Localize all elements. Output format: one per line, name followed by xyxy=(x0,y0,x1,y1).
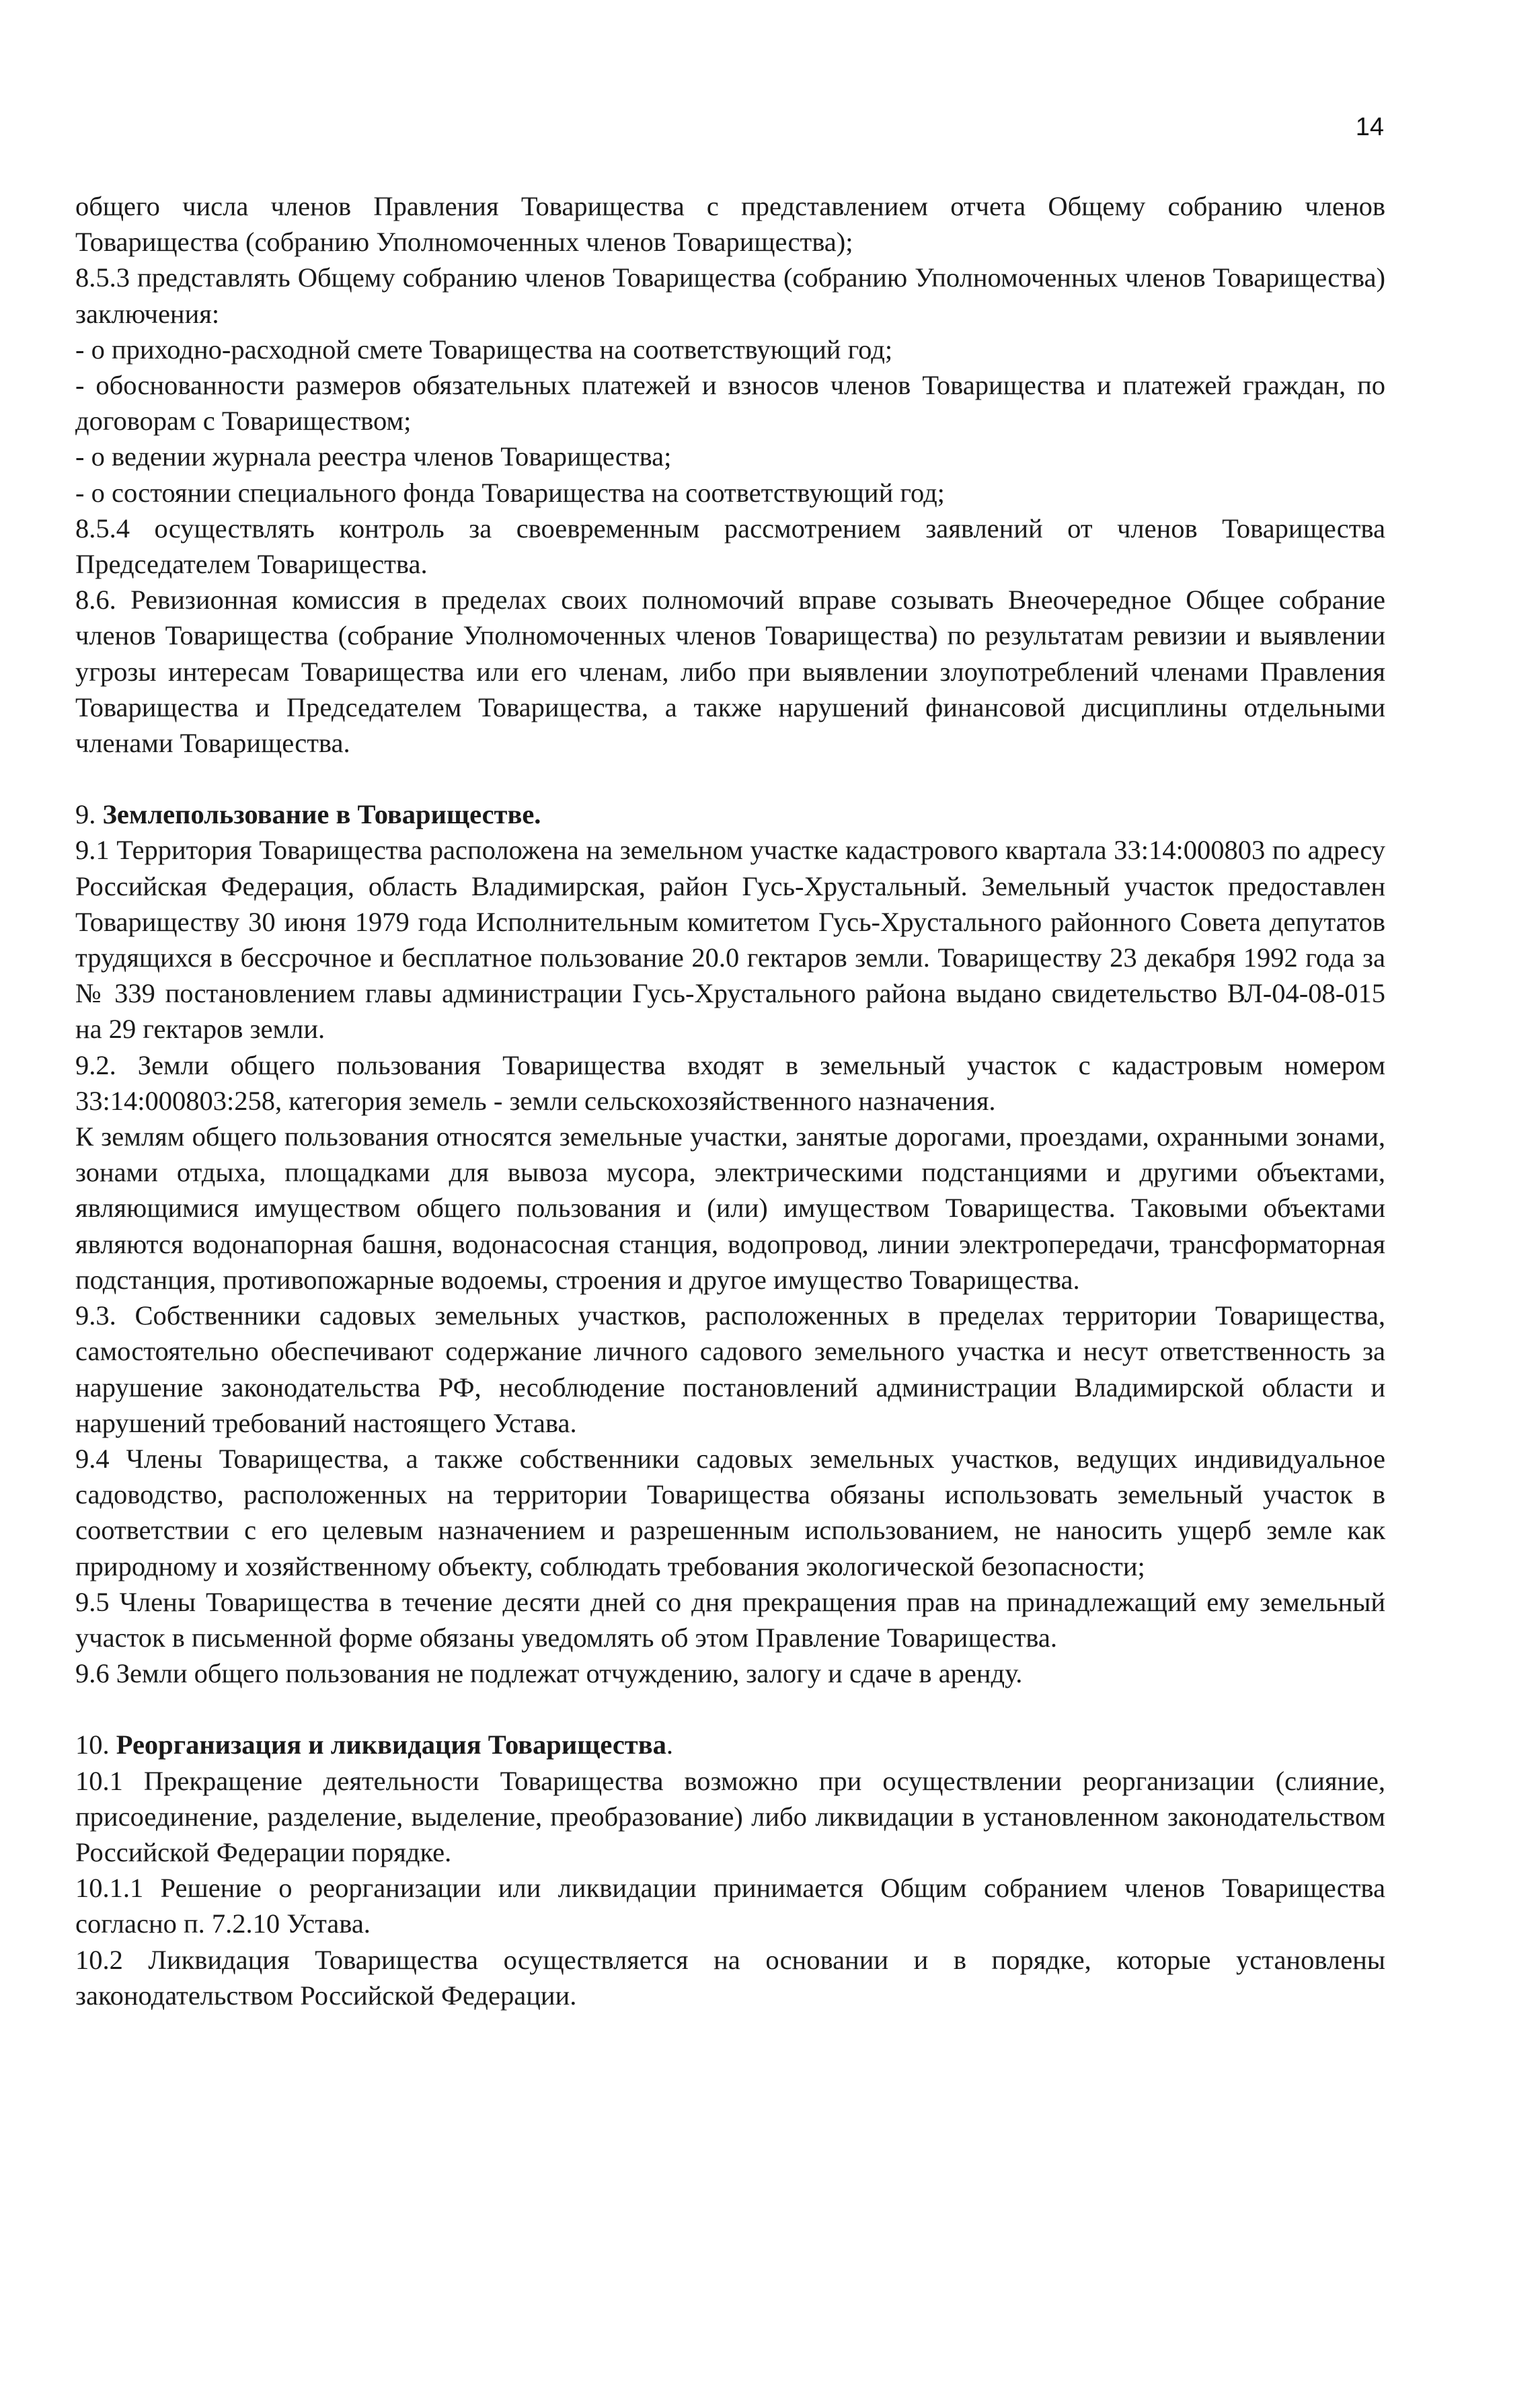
paragraph-9-2: 9.2. Земли общего пользования Товарищества входят в земельный участок с кадастровым номером 33:14:000803:258, категория земель - земли сельскохозяйственного назначения. xyxy=(75,1049,1385,1116)
paragraph-8-5-2-end: общего числа членов Правления Товарищества с представлением отчета Общему собранию членов Товарищества (собранию Уполномоченных членов Товарищества); xyxy=(75,191,1385,258)
paragraph-10-1: 10.1 Прекращение деятельности Товарищества возможно при осуществлении реорганизации (слияние, присоединение, разделение, выделение, преобразование) либо ликвидации в установленном законодательством Российской Федерации порядке. xyxy=(75,1765,1385,1867)
section-9-title: Землепользование в Товариществе. xyxy=(102,799,541,830)
section-gap xyxy=(75,1691,1385,1727)
paragraph-9-5: 9.5 Члены Товарищества в течение десяти дней со дня прекращения прав на принадлежащий ему земельный участок в письменной форме обязаны уведомлять об этом Правление Товарищества. xyxy=(75,1586,1385,1653)
list-item-estimate: - о приходно-расходной смете Товарищества на соответствующий год; xyxy=(75,334,893,365)
section-10-heading xyxy=(75,1727,1385,1762)
section-9-heading xyxy=(75,796,1385,832)
list-item-registry: - о ведении журнала реестра членов Товарищества; xyxy=(75,441,672,472)
paragraph-8-6: 8.6. Ревизионная комиссия в пределах своих полномочий вправе созывать Внеочередное Общее собрание членов Товарищества (собрание Уполномоченных членов Товарищества) по результатам ревизии и выявлении угрозы интересам Товарищества или его членам, либо при выявлении злоупотреблений членами Правления Товарищества и Председателем Товарищества, а также нарушений финансовой дисциплины отдельными членами Товарищества. xyxy=(75,585,1385,759)
list-item-special-fund: - о состоянии специального фонда Товарищества на соответствующий год; xyxy=(75,477,945,508)
paragraph-common-lands: К землям общего пользования относятся земельные участки, занятые дорогами, проездами, охранными зонами, зонами отдыха, площадками для вывоза мусора, электрическими подстанциями и другими объектами, являющимися имуществом общего пользования и (или) имуществом Товарищества. Таковыми объектами являются водонапорная башня, водонасосная станция, водопровод, линии электропередачи, трансформаторная подстанция, противопожарные водоемы, строения и другое имущество Товарищества. xyxy=(75,1121,1385,1295)
paragraph-9-1: 9.1 Территория Товарищества расположена на земельном участке кадастрового квартала 33:14:000803 по адресу Российская Федерация, область Владимирская, район Гусь-Хрустальный. Земельный участок предоставлен Товариществу 30 июня 1979 года Исполнительным комитетом Гусь-Хрустального районного Совета депутатов трудящихся в бессрочное и бесплатное пользование 20.0 гектаров земли. Товариществу 23 декабря 1992 года за № 339 постановлением главы администрации Гусь-Хрустального района выдано свидетельство ВЛ-04-08-015 на 29 гектаров земли. xyxy=(75,835,1385,1045)
document-body xyxy=(75,188,1385,2013)
section-10-number: 10. xyxy=(75,1729,110,1760)
list-item-payments: - обоснованности размеров обязательных платежей и взносов членов Товарищества и платежей граждан, по договорам с Товариществом; xyxy=(75,370,1385,437)
section-gap xyxy=(75,761,1385,796)
section-9-number: 9. xyxy=(75,799,96,830)
paragraph-10-2: 10.2 Ликвидация Товарищества осуществляется на основании и в порядке, которые установлены законодательством Российской Федерации. xyxy=(75,1944,1385,2011)
section-10-title: Реорганизация и ликвидация Товарищества xyxy=(116,1729,666,1760)
paragraph-8-5-4: 8.5.4 осуществлять контроль за своевременным рассмотрением заявлений от членов Товарищества Председателем Товарищества. xyxy=(75,513,1385,580)
paragraph-10-1-1: 10.1.1 Решение о реорганизации или ликвидации принимается Общим собранием членов Товарищества согласно п. 7.2.10 Устава. xyxy=(75,1873,1385,1939)
page-number: 14 xyxy=(1355,113,1384,141)
paragraph-9-4: 9.4 Члены Товарищества, а также собственники садовых земельных участков, ведущих индивидуальное садоводство, расположенных на территории Товарищества обязаны использовать земельный участок в соответствии с его целевым назначением и разрешенным использованием, не наносить ущерб земле как природному и хозяйственному объекту, соблюдать требования экологической безопасности; xyxy=(75,1443,1385,1581)
paragraph-9-6: 9.6 Земли общего пользования не подлежат отчуждению, залогу и сдаче в аренду. xyxy=(75,1658,1023,1689)
section-10-title-suffix: . xyxy=(666,1729,673,1760)
paragraph-8-5-3: 8.5.3 представлять Общему собранию членов Товарищества (собранию Уполномоченных членов Товарищества) заключения: xyxy=(75,262,1385,329)
paragraph-9-3: 9.3. Собственники садовых земельных участков, расположенных в пределах территории Товарищества, самостоятельно обеспечивают содержание личного садового земельного участка и несут ответственность за нарушение законодательства РФ, несоблюдение постановлений администрации Владимирской области и нарушений требований настоящего Устава. xyxy=(75,1300,1385,1438)
